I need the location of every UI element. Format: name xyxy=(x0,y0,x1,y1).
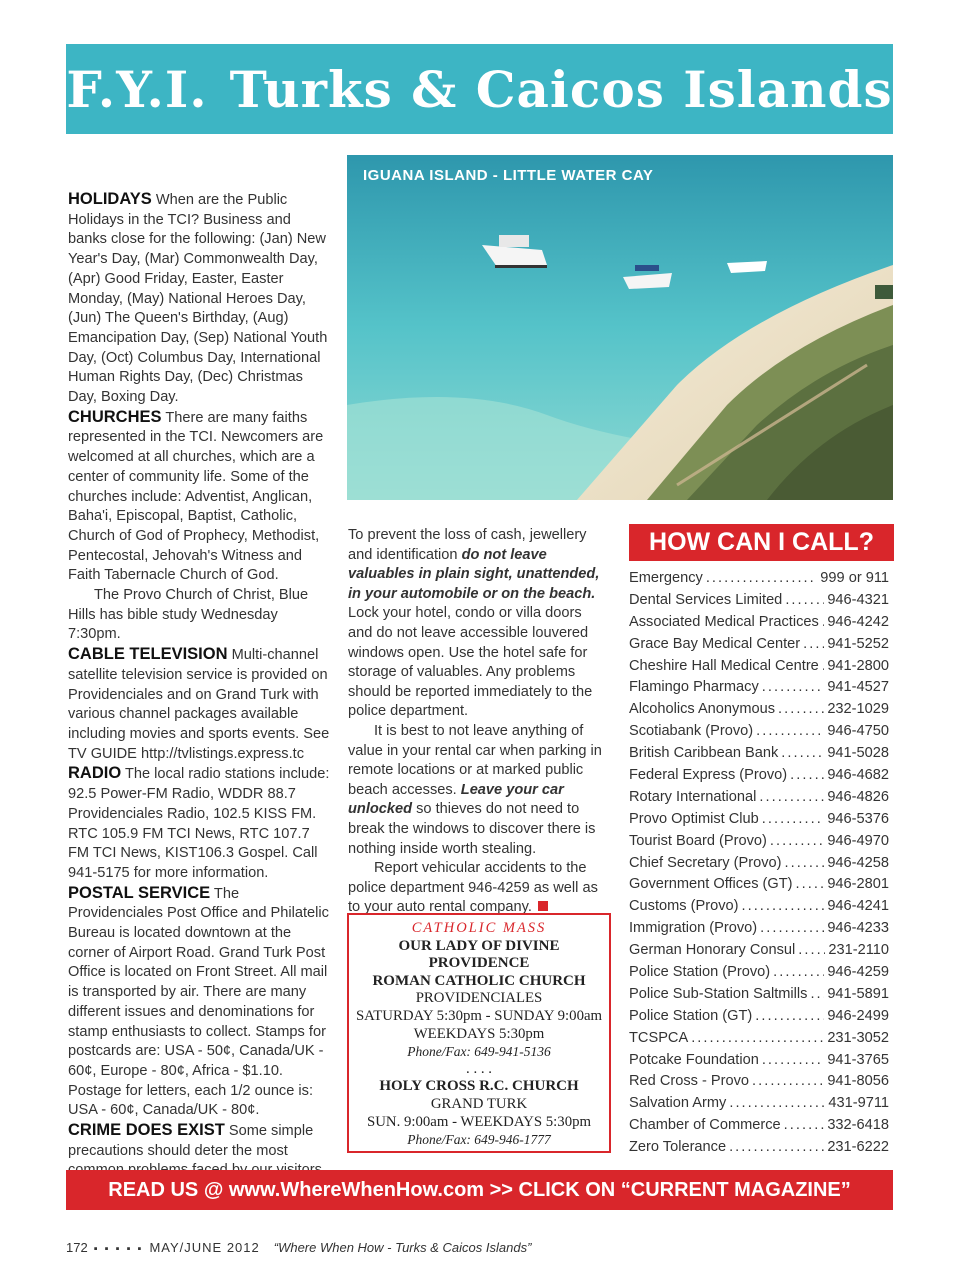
directory-name: Rotary International xyxy=(629,788,757,805)
radio-text: The local radio stations include: 92.5 Power-FM Radio, WDDR 88.7 Providenciales Radio, 102.5 KISS FM. RTC 105.9 FM TCI News, RTC 107.7 FM TCI News, KIST106.3 Gospel. Call 941-5175 for more information. xyxy=(68,766,330,881)
page-number: 172 xyxy=(66,1240,88,1255)
directory-name: Government Offices (GT) xyxy=(629,876,793,893)
church-phone-1: Phone/Fax: 649-941-5136 xyxy=(407,1044,551,1060)
directory-row xyxy=(629,1050,889,1072)
cable-text: Multi-channel satellite television service is provided on Providenciales and on Grand Turk with various channel packages available including movies and sports events. See TV GUIDE http://tvlistings.express.tc xyxy=(68,647,330,762)
directory-phone: 946-2801 xyxy=(827,876,889,893)
directory-name: Provo Optimist Club xyxy=(629,810,759,827)
directory-row xyxy=(629,1028,889,1050)
church-name-1: OUR LADY OF DIVINE xyxy=(398,937,560,954)
leader-dots xyxy=(741,896,824,918)
directory-phone: 946-2499 xyxy=(827,1007,889,1024)
leader-dots xyxy=(810,984,824,1006)
leader-dots xyxy=(784,853,824,875)
church-schedule-1: SATURDAY 5:30pm - SUNDAY 9:00am xyxy=(355,1007,603,1024)
magazine-name: “Where When How - Turks & Caicos Islands” xyxy=(273,1240,532,1255)
valuables-warning: do not leave valuables in plain sight, unattended, in your automobile or on the beach. xyxy=(348,546,600,602)
photo-caption: IGUANA ISLAND - LITTLE WATER CAY xyxy=(363,167,654,184)
accidents-text: Report vehicular accidents to the police department 946-4259 as well as to your auto rental company. xyxy=(348,860,598,916)
mass-separator: . . . . xyxy=(466,1060,492,1077)
rental-warning: Leave your car unlocked xyxy=(348,781,564,818)
directory-row xyxy=(629,743,889,765)
cable-heading: CABLE TELEVISION xyxy=(68,645,228,664)
leader-dots xyxy=(822,656,825,678)
title-fyi: F.Y.I. xyxy=(66,59,208,119)
directory-row xyxy=(629,721,889,743)
directory-phone: 941-3765 xyxy=(827,1051,889,1068)
directory-phone: 946-5376 xyxy=(827,810,889,827)
island-photo-illustration xyxy=(347,155,893,500)
leader-dots xyxy=(762,1050,825,1072)
directory-name: Federal Express (Provo) xyxy=(629,767,788,784)
leader-dots xyxy=(755,1006,824,1028)
directory-phone: 946-4259 xyxy=(827,964,889,981)
crime-text: Some simple precautions should deter the most xyxy=(68,1123,314,1159)
directory-row xyxy=(629,677,889,699)
directory-name: Dental Services Limited xyxy=(629,591,783,608)
directory-phone: 941-8056 xyxy=(827,1073,889,1090)
directory-phone: 941-2800 xyxy=(827,657,889,674)
leader-dots xyxy=(798,940,825,962)
church-name-2: PROVIDENCE xyxy=(428,955,530,972)
directory-phone: 999 or 911 xyxy=(820,570,889,586)
directory-name: Associated Medical Practices xyxy=(629,613,819,630)
church-name-4: HOLY CROSS R.C. CHURCH xyxy=(379,1078,579,1095)
leader-dots xyxy=(778,699,824,721)
directory-phone: 941-5252 xyxy=(827,635,889,652)
directory-phone: 231-6222 xyxy=(827,1139,889,1156)
leader-dots xyxy=(729,1137,824,1159)
church-schedule-2: WEEKDAYS 5:30pm xyxy=(413,1025,545,1042)
directory-row xyxy=(629,831,889,853)
accidents-paragraph xyxy=(348,859,610,918)
phone-directory-heading: HOW CAN I CALL? xyxy=(629,524,894,561)
directory-phone: 946-4750 xyxy=(827,723,889,740)
directory-row xyxy=(629,787,889,809)
leader-dots xyxy=(752,1071,824,1093)
directory-name: Red Cross - Provo xyxy=(629,1073,750,1090)
directory-row xyxy=(629,1093,889,1115)
leader-dots xyxy=(762,809,825,831)
directory-phone: 941-4527 xyxy=(827,679,889,696)
valuables-text-b: Lock your hotel, condo or villa doors and do not leave accessible louvered windows open. Use the hotel safe for storage of valuables. Any problems should be reported immediately to the police department. xyxy=(348,605,593,720)
issue-date: MAY/JUNE 2012 xyxy=(149,1240,260,1255)
island-photo xyxy=(347,155,893,500)
church-place-2: GRAND TURK xyxy=(430,1095,528,1112)
rental-text-b: so thieves do not need to break the windows to discover there is nothing inside worth stealing. xyxy=(348,801,596,857)
directory-name: Flamingo Pharmacy xyxy=(629,679,759,696)
directory-phone: 946-4682 xyxy=(827,767,889,784)
leader-dots xyxy=(796,874,825,896)
mass-heading: CATHOLIC MASS xyxy=(411,920,547,936)
directory-name: Police Station (GT) xyxy=(629,1007,753,1024)
directory-name: Emergency xyxy=(629,570,703,586)
cable-section xyxy=(68,645,330,764)
holidays-heading: HOLIDAYS xyxy=(68,190,152,208)
directory-row xyxy=(629,1071,889,1093)
directory-phone: 332-6418 xyxy=(827,1117,889,1134)
directory-phone: 946-4242 xyxy=(827,613,889,630)
leader-dots xyxy=(803,634,824,656)
leader-dots xyxy=(781,743,824,765)
directory-row xyxy=(629,984,889,1006)
directory-row xyxy=(629,1115,889,1137)
leader-dots xyxy=(784,1115,825,1137)
directory-name: German Honorary Consul xyxy=(629,942,796,959)
end-square-icon xyxy=(538,901,548,911)
holidays-section xyxy=(68,190,330,408)
directory-phone: 231-3052 xyxy=(827,1029,889,1046)
directory-phone: 946-4241 xyxy=(827,898,889,915)
page-footer xyxy=(66,1240,531,1255)
directory-name: Cheshire Hall Medical Centre xyxy=(629,657,819,674)
crime-heading: CRIME DOES EXIST xyxy=(68,1121,225,1140)
leader-dots xyxy=(770,831,824,853)
directory-phone: 946-4258 xyxy=(827,854,889,871)
leader-dots xyxy=(729,1093,825,1115)
directory-phone: 946-4233 xyxy=(827,920,889,937)
directory-name: Police Station (Provo) xyxy=(629,964,771,981)
postal-heading: POSTAL SERVICE xyxy=(68,883,211,902)
directory-row xyxy=(629,1006,889,1028)
directory-name: Tourist Board (Provo) xyxy=(629,832,767,849)
directory-row xyxy=(629,853,889,875)
churches-text: There are many faiths represented in the TCI. Newcomers are welcomed at all churches, which are a center of community life. Some of the churches include: Adventist, Anglican, Baha'i, Episcopal, Baptist, Catholic, Church of God of Prophecy, Methodist, Pentecostal, Jehovah's Witness and Faith Tabernacle Church of God. xyxy=(68,409,324,584)
directory-row xyxy=(629,634,889,656)
directory-phone: 946-4970 xyxy=(827,832,889,849)
directory-row xyxy=(629,874,889,896)
directory-name: Salvation Army xyxy=(629,1095,727,1112)
directory-name: Police Sub-Station Saltmills xyxy=(629,985,808,1002)
directory-row xyxy=(629,940,889,962)
directory-phone: 232-1029 xyxy=(827,701,889,718)
leader-dots xyxy=(759,787,824,809)
website-banner: READ US @ www.WhereWhenHow.com >> CLICK ON “CURRENT MAGAZINE” xyxy=(66,1170,893,1210)
holidays-text: When are the Public Holidays in the TCI? Business and banks close for the following: (Jan) New Year's Day, (Mar) Commonwealth Day, (Apr) Good Friday, Easter, Easter Monday, (May) National Heroes Day, (Jun) The Queen's Birthday, (Aug) Emancipation Day, (Sep) National Youth Day, (Oct) Columbus Day, International Human Rights Day, (Dec) Christmas Day, Boxing Day. xyxy=(68,192,328,406)
title-banner xyxy=(66,44,893,134)
directory-phone: 941-5891 xyxy=(827,985,889,1002)
postal-section xyxy=(68,884,330,1121)
churches-section xyxy=(68,408,330,586)
directory-name: TCSPCA xyxy=(629,1029,689,1046)
phone-directory-list xyxy=(629,568,889,1159)
directory-phone: 946-4321 xyxy=(827,591,889,608)
leader-dots xyxy=(760,918,824,940)
church-schedule-3: SUN. 9:00am - WEEKDAYS 5:30pm xyxy=(366,1113,591,1130)
directory-row xyxy=(629,1137,889,1159)
catholic-mass-box xyxy=(347,913,611,1153)
directory-name: Potcake Foundation xyxy=(629,1051,759,1068)
directory-phone: 946-4826 xyxy=(827,788,889,805)
info-column-left xyxy=(68,190,330,1181)
directory-name: Grace Bay Medical Center xyxy=(629,635,801,652)
valuables-paragraph xyxy=(348,526,610,722)
info-column-middle xyxy=(348,526,610,918)
leader-dots xyxy=(785,590,824,612)
leader-dots xyxy=(773,962,824,984)
directory-row xyxy=(629,896,889,918)
church-phone-2: Phone/Fax: 649-946-1777 xyxy=(407,1132,551,1148)
directory-name: Scotiabank (Provo) xyxy=(629,723,754,740)
directory-row xyxy=(629,765,889,787)
footer-dots: ▪ ▪ ▪ ▪ ▪ xyxy=(93,1243,144,1255)
directory-row xyxy=(629,590,889,612)
directory-row xyxy=(629,612,889,634)
title-location: Turks & Caicos Islands xyxy=(229,59,893,119)
leader-dots xyxy=(762,677,825,699)
directory-name: Chamber of Commerce xyxy=(629,1117,781,1134)
leader-dots xyxy=(706,568,817,590)
church-name-3: ROMAN CATHOLIC CHURCH xyxy=(372,972,586,989)
radio-section xyxy=(68,764,330,883)
directory-name: Alcoholics Anonymous xyxy=(629,701,776,718)
directory-name: Chief Secretary (Provo) xyxy=(629,854,782,871)
churches-text-2: The Provo Church of Christ, Blue Hills has bible study Wednesday 7:30pm. xyxy=(68,587,309,643)
church-place-1: PROVIDENCIALES xyxy=(415,990,543,1007)
radio-heading: RADIO xyxy=(68,764,122,783)
leader-dots xyxy=(790,765,824,787)
directory-row xyxy=(629,962,889,984)
leader-dots xyxy=(822,612,825,634)
directory-name: Customs (Provo) xyxy=(629,898,739,915)
valuables-text-a: To prevent the loss of cash, jewellery and identification xyxy=(348,527,587,563)
directory-row xyxy=(629,568,889,590)
directory-name: Zero Tolerance xyxy=(629,1139,727,1156)
directory-phone: 941-5028 xyxy=(827,745,889,762)
rental-text-a: It is best to not leave anything of value in your rental car when parking in remote locations or at marked public beach accesses. xyxy=(348,722,602,798)
page-title xyxy=(66,60,892,119)
directory-phone: 231-2110 xyxy=(828,942,889,959)
directory-phone: 431-9711 xyxy=(828,1095,889,1112)
directory-row xyxy=(629,918,889,940)
postal-text: The Providenciales Post Office and Philatelic Bureau is located downtown at the corner of Airport Road. Grand Turk Post Office is located on Front Street. All mail is transported by air. There are many different issues and denominations for stamp enthusiasts to collect. Stamps for postcards are: USA - 50¢, Canada/UK - 60¢, Europe - 80¢, Africa - $1.10. Postage for letters, each 1/2 ounce is: USA - 60¢, Canada/UK - 80¢. xyxy=(68,885,329,1119)
leader-dots xyxy=(691,1028,824,1050)
churches-heading: CHURCHES xyxy=(68,407,162,426)
directory-row xyxy=(629,699,889,721)
directory-name: British Caribbean Bank xyxy=(629,745,779,762)
rental-car-paragraph xyxy=(348,722,610,859)
directory-row xyxy=(629,809,889,831)
directory-name: Immigration (Provo) xyxy=(629,920,758,937)
directory-row xyxy=(629,656,889,678)
leader-dots xyxy=(756,721,824,743)
